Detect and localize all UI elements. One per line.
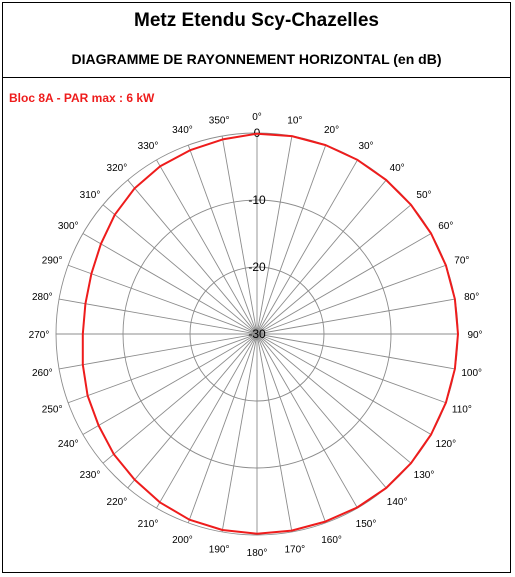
angle-label: 110° <box>451 404 472 416</box>
angle-label: 40° <box>389 163 405 175</box>
angle-label: 180° <box>246 548 268 559</box>
angle-label: 240° <box>57 439 79 450</box>
angle-label: 300° <box>57 221 79 232</box>
angle-label: 220° <box>106 496 128 508</box>
angle-label: 70° <box>454 255 470 267</box>
ring-tick-label: -10 <box>248 193 266 207</box>
angle-label: 140° <box>386 496 408 508</box>
angle-label: 260° <box>31 367 53 379</box>
angle-label: 150° <box>355 518 377 530</box>
angle-label: 280° <box>31 292 53 304</box>
angle-label: 20° <box>323 125 340 137</box>
angle-label: 210° <box>137 518 159 530</box>
angle-label: 50° <box>416 189 432 201</box>
angle-label: 80° <box>464 292 480 304</box>
angle-label: 170° <box>284 544 306 556</box>
angle-label: 190° <box>208 544 230 556</box>
angle-label: 320° <box>106 163 128 175</box>
ring-tick-label: -30 <box>248 327 266 341</box>
angle-label: 100° <box>461 367 483 379</box>
angle-label: 0° <box>252 112 262 123</box>
chart-title: Metz Etendu Scy-Chazelles <box>134 10 379 31</box>
angle-label: 120° <box>435 439 457 450</box>
angle-label: 310° <box>79 189 101 201</box>
ring-tick-label: -20 <box>248 260 266 274</box>
angle-label: 230° <box>79 470 101 482</box>
angle-label: 10° <box>287 115 303 127</box>
angle-label: 340° <box>172 125 193 137</box>
angle-label: 290° <box>41 255 63 267</box>
angle-label: 160° <box>321 534 342 546</box>
angle-label: 250° <box>41 404 63 416</box>
angle-label: 200° <box>172 534 193 546</box>
angle-label: 270° <box>28 330 50 341</box>
angle-label: 90° <box>467 330 483 341</box>
angle-label: 130° <box>413 470 435 482</box>
angle-label: 330° <box>137 141 159 153</box>
ring-tick-label: 0 <box>253 126 261 140</box>
angle-label: 60° <box>438 221 454 232</box>
angle-label: 350° <box>208 115 230 127</box>
series-label: Bloc 8A - PAR max : 6 kW <box>9 91 155 105</box>
angle-label: 30° <box>358 141 374 153</box>
chart-subtitle: DIAGRAMME DE RAYONNEMENT HORIZONTAL (en dB) <box>71 51 442 67</box>
